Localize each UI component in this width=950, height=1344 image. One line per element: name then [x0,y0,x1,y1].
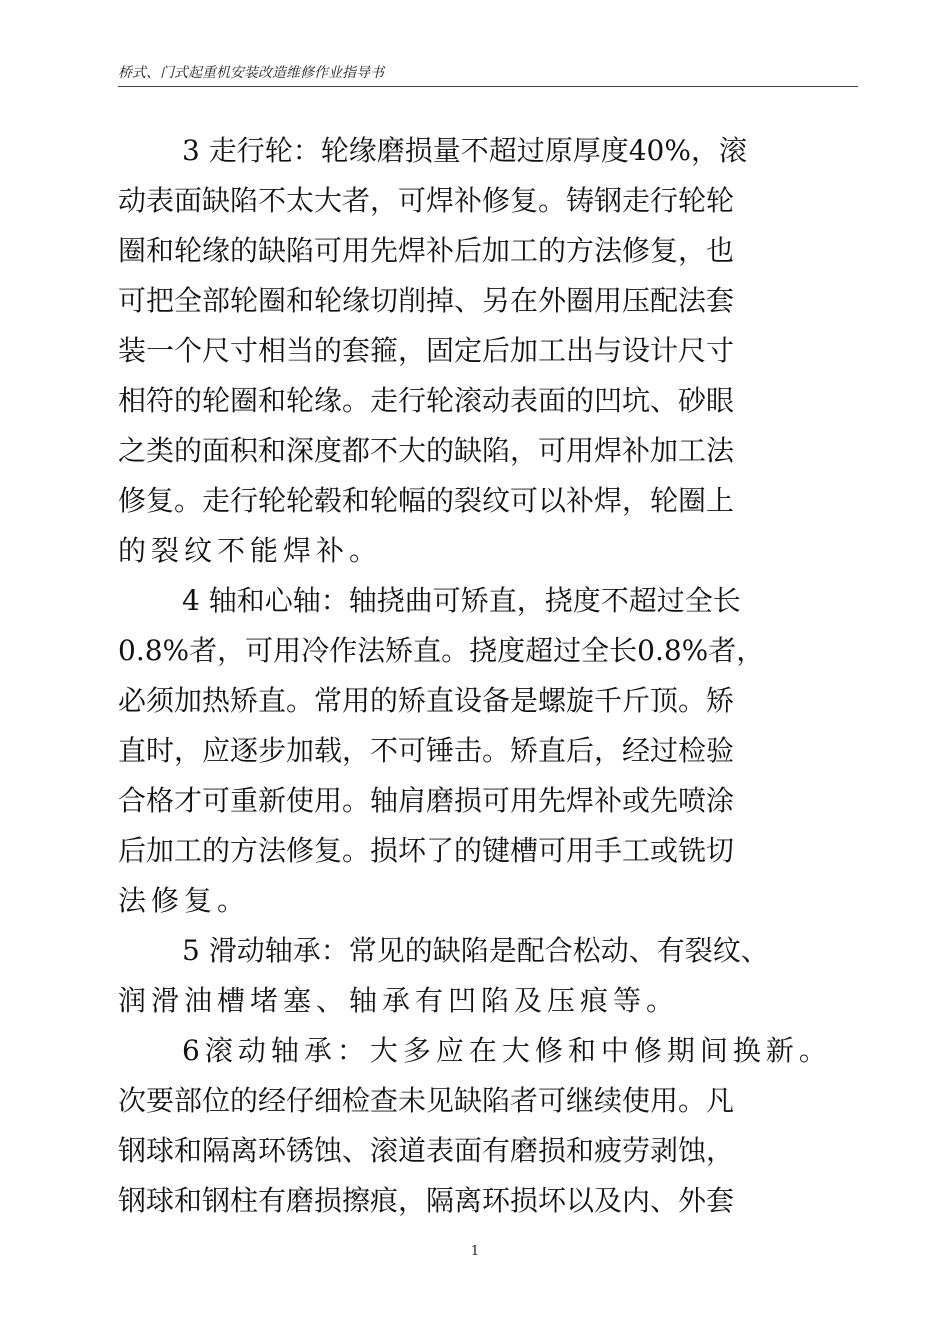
text-line: 0.8%者，可用冷作法矫直。挠度超过全长0.8%者， [118,634,765,667]
text-line: 相符的轮圈和轮缘。走行轮滚动表面的凹坑、砂眼 [118,384,735,417]
text-line: 后加工的方法修复。损坏了的键槽可用手工或铣切 [118,834,735,867]
text-line: 4 轴和心轴：轴挠曲可矫直，挠度不超过全长 [182,584,741,617]
text-line: 之类的面积和深度都不大的缺陷，可用焊补加工法 [118,434,735,467]
text-line: 装一个尺寸相当的套箍，固定后加工出与设计尺寸 [118,334,735,367]
text-line: 法修复。 [118,884,251,917]
text-line: 次要部位的经仔细检查未见缺陷者可继续使用。凡 [118,1084,735,1117]
text-line: 的裂纹不能焊补。 [118,534,383,567]
text-line: 必须加热矫直。常用的矫直设备是螺旋千斤顶。矫 [118,684,735,717]
text-line: 5 滑动轴承：常见的缺陷是配合松动、有裂纹、 [182,934,769,967]
text-line: 圈和轮缘的缺陷可用先焊补后加工的方法修复，也 [118,234,735,267]
text-line: 修复。走行轮轮毂和轮幅的裂纹可以补焊，轮圈上 [118,484,735,517]
text-line: 钢球和隔离环锈蚀、滚道表面有磨损和疲劳剥蚀， [118,1134,735,1167]
text-line: 可把全部轮圈和轮缘切削掉、另在外圈用压配法套 [118,284,735,317]
text-line: 3 走行轮：轮缘磨损量不超过原厚度40%，滚 [182,134,747,167]
document-header: 桥式、门式起重机安装改造维修作业指导书 [118,62,858,87]
text-line: 润滑油槽堵塞、轴承有凹陷及压痕等。 [118,984,680,1017]
text-line: 合格才可重新使用。轴肩磨损可用先焊补或先喷涂 [118,784,735,817]
text-line: 动表面缺陷不太大者，可焊补修复。铸钢走行轮轮 [118,184,735,217]
text-line: 钢球和钢柱有磨损擦痕，隔离环损坏以及内、外套 [118,1184,735,1217]
text-line: 6滚动轴承：大多应在大修和中修期间换新。 [182,1034,832,1067]
document-body [118,126,860,1226]
page-number: 1 [470,1244,480,1259]
text-line: 直时，应逐步加载，不可锤击。矫直后，经过检验 [118,734,735,767]
